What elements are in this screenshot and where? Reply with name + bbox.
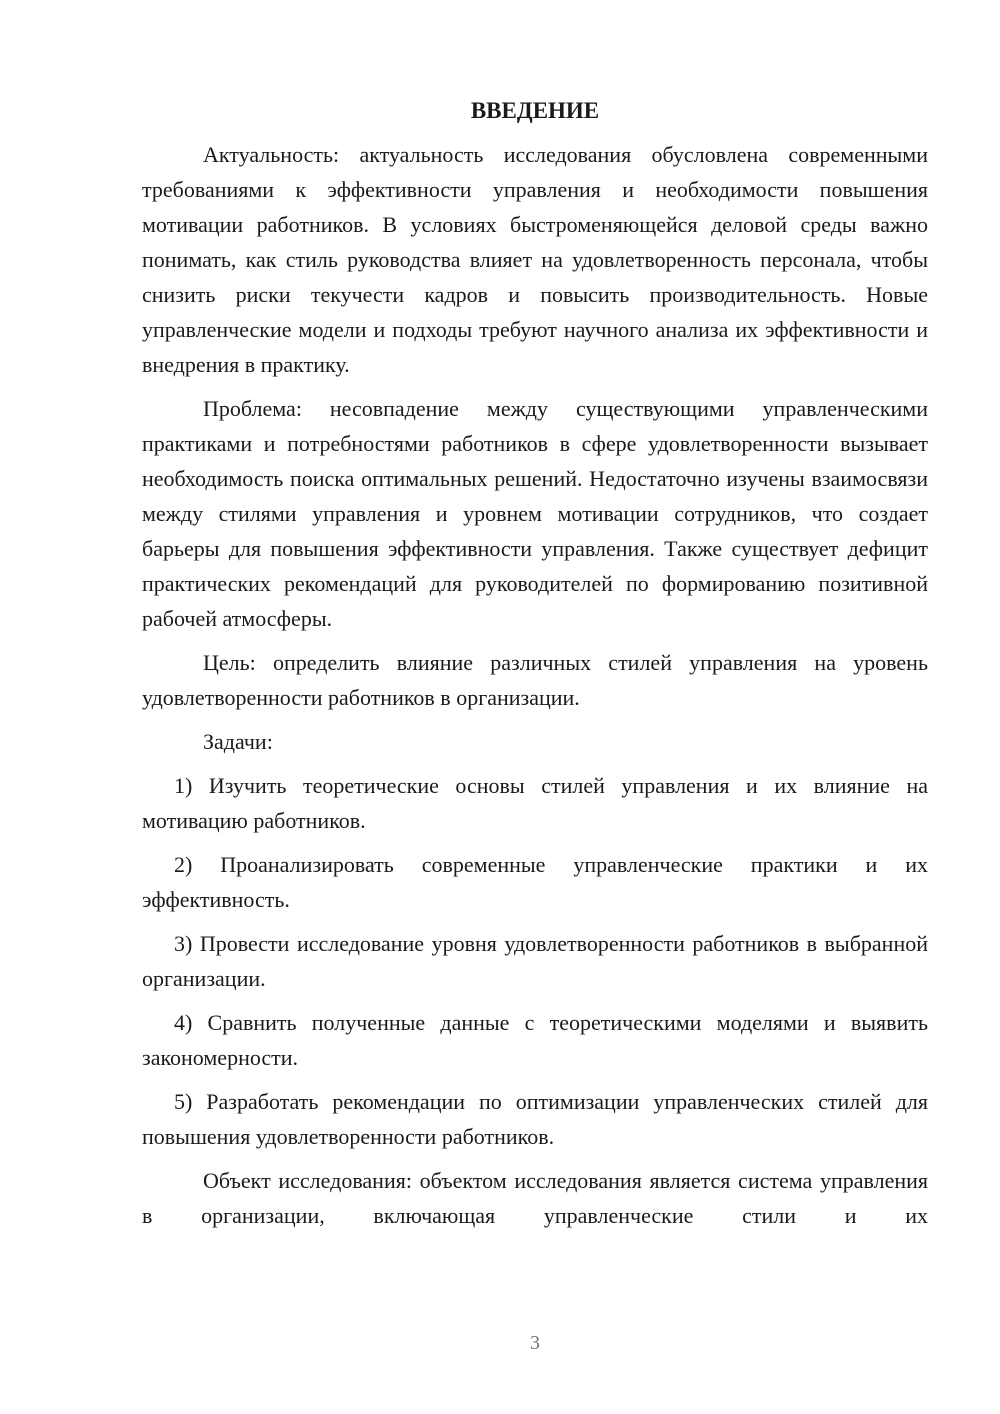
page-number: 3 bbox=[530, 1332, 540, 1354]
task-item-1: 1) Изучить теоретические основы стилей управления и их влияние на мотивацию работников. bbox=[142, 773, 928, 833]
document-page bbox=[142, 96, 928, 1242]
tasks-heading: Задачи: bbox=[203, 729, 273, 754]
task-item-4: 4) Сравнить полученные данные с теоретическими моделями и выявить закономерности. bbox=[142, 1010, 928, 1070]
task-item-3: 3) Провести исследование уровня удовлетворенности работников в выбранной организации. bbox=[142, 931, 928, 991]
task-item-2: 2) Проанализировать современные управленческие практики и их эффективность. bbox=[142, 852, 928, 912]
goal-paragraph: Цель: определить влияние различных стилей управления на уровень удовлетворенности работников в организации. bbox=[142, 650, 928, 710]
section-heading: ВВЕДЕНИЕ bbox=[470, 98, 600, 123]
relevance-paragraph: Актуальность: актуальность исследования обусловлена современными требованиями к эффективности управления и необходимости повышения мотивации работников. В условиях быстроменяющейся деловой среды важно понимать, как стиль руководства влияет на удовлетворенность персонала, чтобы снизить риски текучести кадров и повысить производительность. Новые управленческие модели и подходы требуют научного анализа их эффективности и внедрения в практику. bbox=[142, 142, 928, 377]
task-item-5: 5) Разработать рекомендации по оптимизации управленческих стилей для повышения удовлетворенности работников. bbox=[142, 1089, 928, 1149]
problem-paragraph: Проблема: несовпадение между существующими управленческими практиками и потребностями работников в сфере удовлетворенности вызывает необходимость поиска оптимальных решений. Недостаточно изучены взаимосвязи между стилями управления и уровнем мотивации сотрудников, что создает барьеры для повышения эффективности управления. Также существует дефицит практических рекомендаций для руководителей по формированию позитивной рабочей атмосферы. bbox=[142, 396, 928, 631]
object-paragraph: Объект исследования: объектом исследования является система управления в организации, включающая управленческие стили и их bbox=[142, 1168, 928, 1228]
